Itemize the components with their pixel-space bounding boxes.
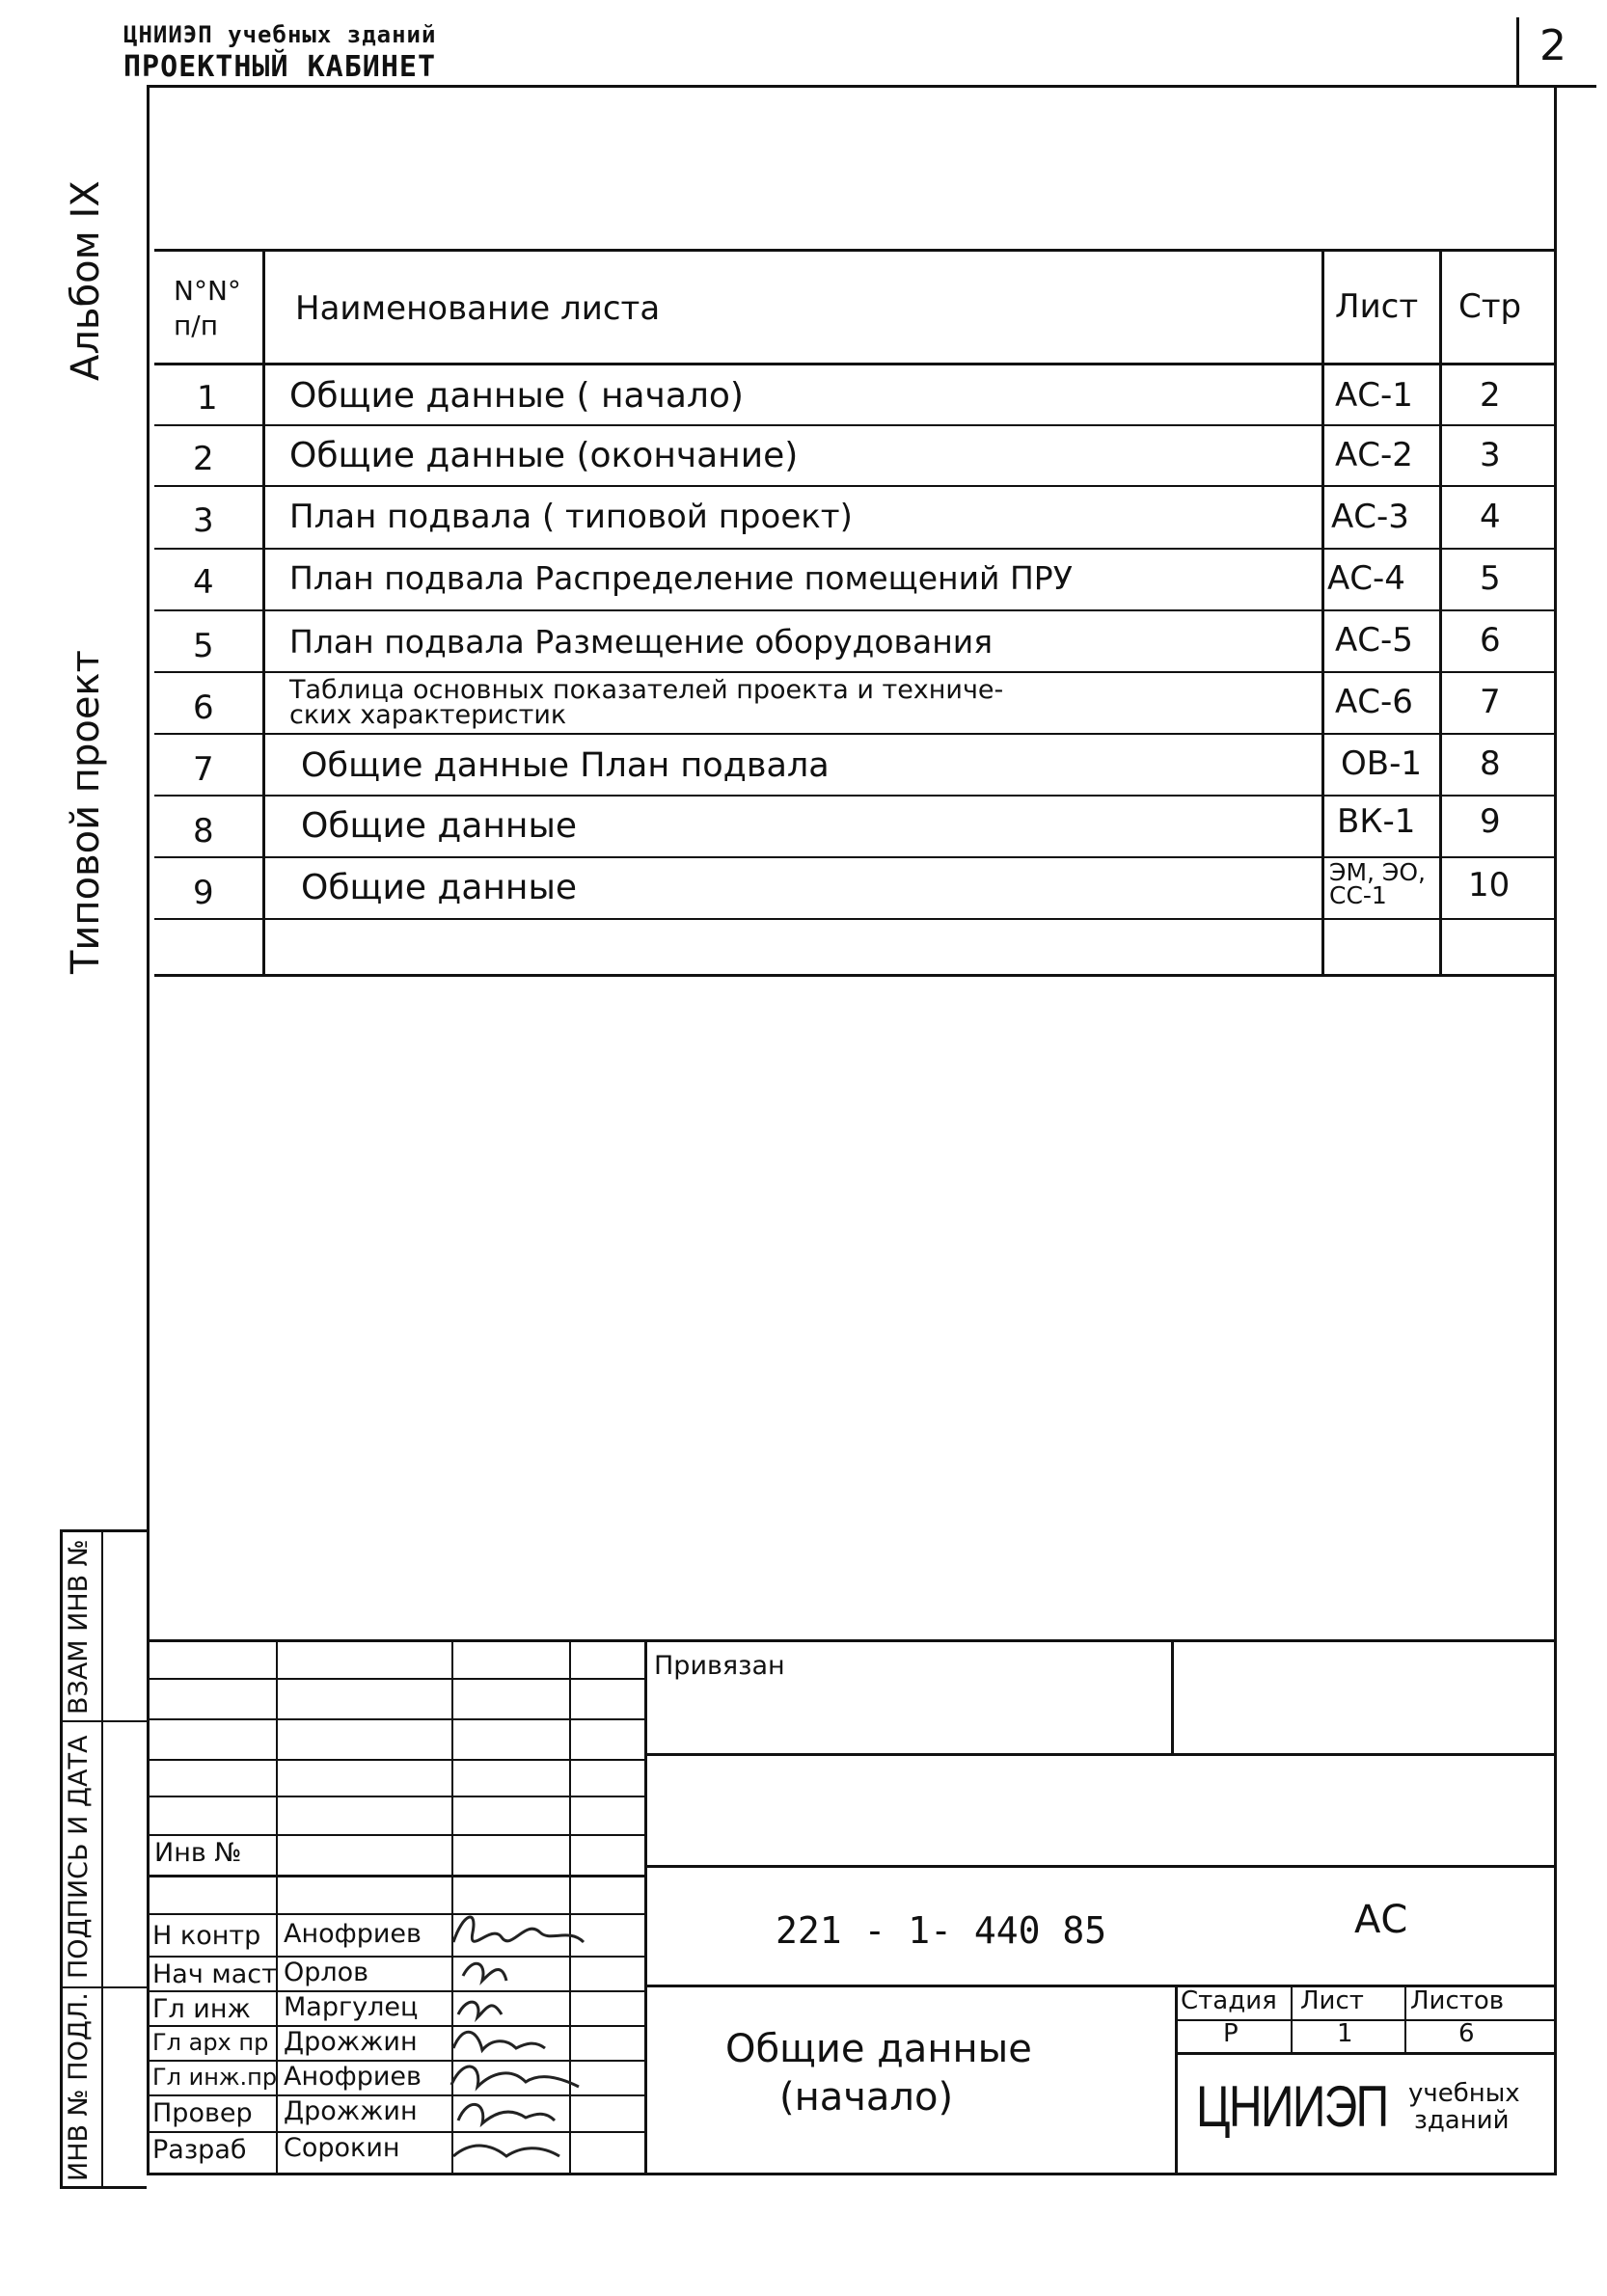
header-num: N°N° п/п (174, 275, 241, 341)
person-name: Анофриев (284, 1919, 422, 1949)
signature-5 (451, 2066, 579, 2087)
row-page: 7 (1480, 683, 1501, 721)
frame-bottom (147, 2173, 1557, 2175)
row-divider (154, 548, 1557, 550)
frame-top-extension (147, 85, 1516, 88)
person-name: Сорокин (284, 2133, 400, 2163)
section-code: АС (1354, 1898, 1408, 1942)
podpis-label: ПОДПИСЬ И ДАТА (64, 1735, 94, 1979)
inv-no-label: Инв № (154, 1838, 242, 1868)
signature-6 (458, 2104, 555, 2123)
tb-stage-col2 (1291, 1985, 1293, 2052)
row-divider (154, 424, 1557, 426)
stage-label: Стадия (1181, 1986, 1277, 2015)
header-name: Наименование листа (295, 289, 661, 328)
organization-name: ЦНИИЭП (1196, 2074, 1388, 2139)
role-label: Гл инж (152, 1994, 251, 2024)
tb-privyazan-right (1171, 1639, 1174, 1753)
sheet-value: 1 (1337, 2019, 1353, 2048)
row-page: 5 (1480, 559, 1501, 598)
tb-stage-col3 (1404, 1985, 1406, 2052)
person-name: Дрожжин (284, 2027, 418, 2057)
row-divider (154, 485, 1557, 487)
row-name-continued: ских характеристик (289, 700, 567, 730)
privyazan-label: Привязан (654, 1651, 785, 1681)
row-num: 9 (193, 874, 214, 912)
tb-privyazan-bottom (644, 1753, 1557, 1756)
row-num: 6 (193, 689, 214, 727)
organization-sub1: учебных (1408, 2079, 1520, 2108)
row-name: План подвала ( типовой проект) (289, 498, 853, 536)
row-sheet: ЭМ, ЭО, (1329, 858, 1426, 886)
table-col-line-1 (262, 249, 265, 974)
row-sheet: АС-4 (1327, 559, 1405, 598)
row-page: 10 (1468, 866, 1511, 905)
signature-marks (434, 1904, 598, 2183)
row-name: Общие данные ( начало) (289, 376, 744, 416)
album-label: Альбом IX (64, 180, 108, 381)
row-sheet: АС-5 (1335, 621, 1413, 660)
row-name: План подвала Распределение помещений ПРУ (289, 559, 1073, 597)
org-stamp-line1: ЦНИИЭП учебных зданий (123, 21, 437, 48)
row-page: 6 (1480, 621, 1501, 660)
row-sheet-continued: СС-1 (1329, 881, 1387, 909)
row-divider (154, 733, 1557, 735)
person-name: Маргулец (284, 1992, 419, 2022)
row-sheet: ОВ-1 (1341, 744, 1422, 783)
tb-code-top (644, 1865, 1557, 1868)
tb-top (147, 1639, 1557, 1642)
row-divider (154, 795, 1557, 797)
row-num: 3 (193, 501, 214, 540)
org-stamp-line2: ПРОЕКТНЫЙ КАБИНЕТ (123, 50, 437, 84)
row-sheet: АС-2 (1335, 436, 1413, 474)
row-page: 9 (1480, 802, 1501, 841)
sig-row-inv (147, 1875, 644, 1877)
table-bottom-border (154, 974, 1557, 977)
table-header-bottom (154, 363, 1557, 365)
sig-row (147, 1759, 644, 1761)
row-sheet: ВК-1 (1337, 802, 1416, 841)
project-label: Типовой проект (64, 650, 108, 974)
row-sheet: АС-6 (1335, 683, 1413, 721)
row-num: 2 (193, 440, 214, 478)
drawing-title-line2: (начало) (779, 2075, 954, 2120)
person-name: Дрожжин (284, 2096, 418, 2126)
row-page: 4 (1480, 498, 1501, 536)
side-stamp-sep1 (60, 1720, 147, 1722)
role-label: Н контр (152, 1921, 261, 1951)
page-number: 2 (1539, 21, 1566, 70)
role-label: Разраб (152, 2135, 247, 2165)
signature-1 (453, 1917, 584, 1942)
table-col-line-3 (1439, 249, 1442, 974)
person-name: Орлов (284, 1958, 369, 1987)
table-top-border (154, 249, 1557, 252)
row-divider (154, 671, 1557, 673)
row-page: 3 (1480, 436, 1501, 474)
side-stamp-sep2 (60, 1986, 147, 1988)
document-code: 221 - 1- 440 85 (776, 1909, 1107, 1952)
role-label: Провер (152, 2098, 253, 2128)
organization-sub2: зданий (1414, 2106, 1510, 2135)
role-label: Нач маст (152, 1959, 277, 1989)
row-sheet: АС-1 (1335, 376, 1413, 415)
row-num: 7 (193, 750, 214, 789)
row-num: 8 (193, 812, 214, 851)
sig-row (147, 1796, 644, 1797)
tb-org-top (1175, 2052, 1557, 2055)
role-label: Гл инж.пр (152, 2064, 278, 2091)
stage-value: Р (1223, 2019, 1239, 2048)
sig-row (147, 1718, 644, 1720)
signature-7 (453, 2146, 559, 2156)
header-page: Стр (1458, 287, 1522, 326)
row-num: 1 (197, 379, 218, 418)
person-name: Анофриев (284, 2062, 422, 2092)
row-name: План подвала Размещение оборудования (289, 623, 994, 661)
row-name: Таблица основных показателей проекта и техниче- (289, 675, 1004, 705)
signature-2 (463, 1963, 506, 1981)
sheets-label: Листов (1410, 1986, 1505, 2015)
vzam-label: ВЗАМ ИНВ № (64, 1539, 94, 1715)
row-name: Общие данные План подвала (301, 746, 830, 785)
row-divider (154, 918, 1557, 920)
role-label: Гл арх пр (152, 2029, 269, 2056)
header-sheet: Лист (1335, 287, 1419, 326)
signature-3 (458, 2002, 502, 2017)
sig-row (147, 1834, 644, 1836)
sig-row (147, 1678, 644, 1680)
signature-4 (453, 2032, 545, 2050)
row-name: Общие данные (301, 806, 578, 846)
row-num: 5 (193, 627, 214, 665)
row-divider (154, 609, 1557, 611)
row-num: 4 (193, 563, 214, 602)
side-stamp-divider (101, 1529, 103, 2189)
row-name: Общие данные (301, 868, 578, 907)
row-name: Общие данные (окончание) (289, 436, 799, 475)
table-col-line-2 (1321, 249, 1324, 974)
sheets-value: 6 (1458, 2019, 1475, 2048)
inv-podl-label: ИНВ № ПОДЛ. (64, 1992, 94, 2181)
row-page: 2 (1480, 376, 1501, 415)
row-sheet: АС-3 (1331, 498, 1409, 536)
tb-left-block-edge (644, 1639, 647, 2175)
row-page: 8 (1480, 744, 1501, 783)
tb-stage-left (1175, 1985, 1178, 2175)
drawing-title-line1: Общие данные (725, 2027, 1032, 2071)
sheet-label: Лист (1300, 1986, 1364, 2015)
